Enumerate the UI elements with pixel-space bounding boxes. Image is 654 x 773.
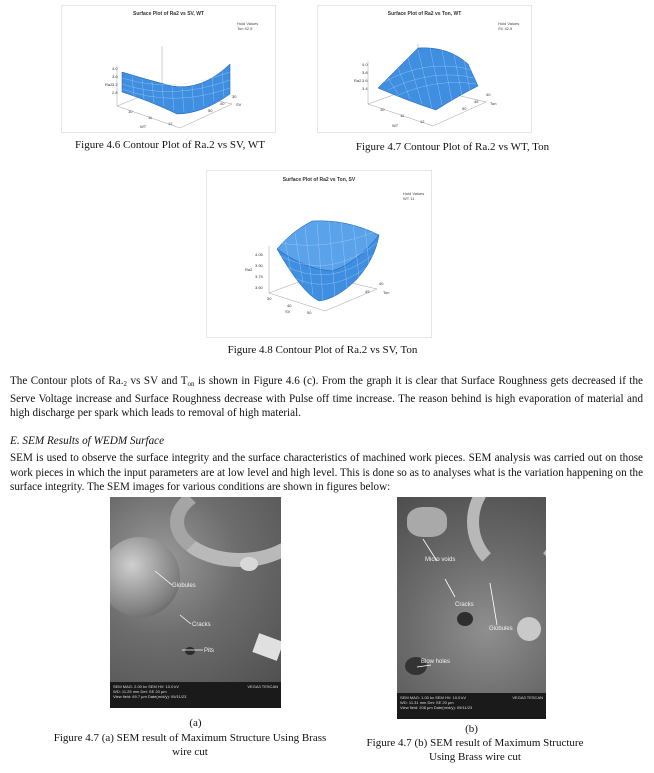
label-micro-voids: Micro voids [425,557,456,563]
section-heading: E. SEM Results of WEDM Surface [10,435,165,447]
x-axis-label: SV [285,309,291,314]
z-tick: 4.0 [112,66,118,71]
label-globules: Globules [489,626,513,632]
y-tick: 45 [474,99,479,104]
sem-info-line: WD: 11.31 mm Det: SE 20 µm [400,700,454,705]
sem-brand: VEGA3 TESCAN [512,695,543,700]
figure-caption-sem-a-line2: wire cut [172,746,208,758]
surface-plot-fig48 [206,170,432,338]
figure-caption-sem-b-line1: Figure 4.7 (b) SEM result of Maximum Structure [366,737,584,749]
x-tick: 10 [128,109,133,114]
x-tick: 40 [287,303,292,308]
x-tick: 10 [380,107,385,112]
hold-values-value: WT 11 [403,196,415,201]
sem-info-line: SEM MAG: 2.00 kx SEM HV: 10.0 kV [113,684,180,689]
text-span: vs SV and T [127,375,188,387]
hold-values-title: Hold Values [498,21,520,26]
plot-title: Surface Plot of Ra2 vs SV, WT [133,11,204,17]
hold-values-value: SV 42.5 [498,26,513,31]
label-pits: Pits [204,648,215,654]
figure-caption-sem-a-line1: Figure 4.7 (a) SEM result of Maximum Structure Using Brass [53,732,327,744]
surface-plot-fig46 [61,5,276,133]
x-tick: 30 [267,296,272,301]
plot-title: Surface Plot of Ra2 vs Ton, WT [387,11,462,17]
label-globules: Globules [172,583,196,589]
surface-graphic [318,6,533,134]
figure-caption-4-7: Figure 4.7 Contour Plot of Ra.2 vs WT, Ton [355,141,550,153]
x-tick: 50 [307,310,312,315]
z-tick: 4.0 [362,62,368,67]
y-tick: 45 [365,289,370,294]
annotation-arrows [397,497,546,719]
y-tick: 30 [232,94,237,99]
y-axis-label: Ton [490,101,497,106]
z-tick: 2.8 [112,90,118,95]
figure-caption-sem-b-line2: Using Brass wire cut [429,751,521,763]
x-tick: 12 [420,119,425,124]
x-axis-label: WT [140,124,147,129]
sub-label-a: (a) [189,717,202,729]
label-cracks: Cracks [455,602,474,608]
x-tick: 11 [148,115,153,120]
label-cracks: Cracks [192,622,211,628]
y-axis-label: SV [236,102,242,107]
figure-caption-4-6: Figure 4.6 Contour Plot of Ra.2 vs SV, WT [75,139,265,151]
y-tick: 40 [486,92,491,97]
x-tick: 12 [168,121,173,126]
y-tick: 50 [208,108,213,113]
z-tick: 3.6 [362,78,368,83]
y-tick: 40 [379,281,384,286]
figure-caption-4-8: Figure 4.8 Contour Plot of Ra.2 vs SV, Ton [227,344,418,356]
z-tick: 3.6 [112,74,118,79]
sem-info-bar [110,682,281,708]
paragraph-sem-intro: SEM is used to observe the surface integrity and the surface characteristics of machined work pieces. SEM analysis was carried out on those work pieces in which the input parameters are at low level and high level. This is done so as to analyses what is the variation happening on the surface integrity. The SEM images for various conditions are shown in figures below: [10,452,643,494]
x-axis-label: WT [392,123,399,128]
z-axis-label: Ra2 [105,82,113,87]
sem-info-bar [397,693,546,719]
plot-title: Surface Plot of Ra2 vs Ton, SV [282,177,356,183]
label-blow-holes: Blow holes [421,659,451,665]
text-span: is shown in Figure 4.6 (c). From the graph it is clear that Surface Roughness gets decreased if the Serve Voltage increase and Surface Roughness decrease with Pulse off time increase. The reason behind is high evaporation of material and high discharge per spark which leads to removal of high material. [10,375,643,420]
subscript: 2 [123,380,128,388]
z-tick: 3.90 [255,263,263,268]
subscript: on [187,380,195,388]
z-tick: 3.2 [112,82,118,87]
surface-plot-fig47 [317,5,532,133]
z-tick: 3.4 [362,86,368,91]
z-tick: 3.60 [255,285,263,290]
sem-image-a [110,497,281,708]
sub-label-b: (b) [465,723,478,735]
hold-values-value: Ton 42.5 [237,26,253,31]
z-tick: 4.05 [255,252,263,257]
z-tick: 3.75 [255,274,263,279]
surface-graphic [207,171,433,339]
y-axis-label: Ton [383,290,390,295]
sem-info-line: View field: 69.7 µm Date(m/d/y): 09/11/23 [113,694,187,699]
z-tick: 3.8 [362,70,368,75]
sem-info-line: WD: 11.25 mm Det: SE 20 µm [113,689,167,694]
y-tick: 50 [462,106,467,111]
z-axis-label: Ra2 [354,78,362,83]
sem-info-line: SEM MAG: 1.00 kx SEM HV: 10.0 kV [400,695,467,700]
y-tick: 40 [220,101,225,106]
sem-image-b [397,497,546,719]
surface-graphic [62,6,277,134]
paragraph-contour-discussion [10,374,643,421]
sem-info-line: View field: 208 µm Date(m/d/y): 09/11/23 [400,705,473,710]
z-axis-label: Ra2 [245,267,253,272]
x-tick: 11 [400,113,405,118]
sem-brand: VEGA3 TESCAN [247,684,278,689]
hold-values-title: Hold Values [403,191,425,196]
hold-values-title: Hold Values [237,21,259,26]
text-span: The Contour plots of Ra. [10,375,124,387]
annotation-arrows [110,497,281,708]
